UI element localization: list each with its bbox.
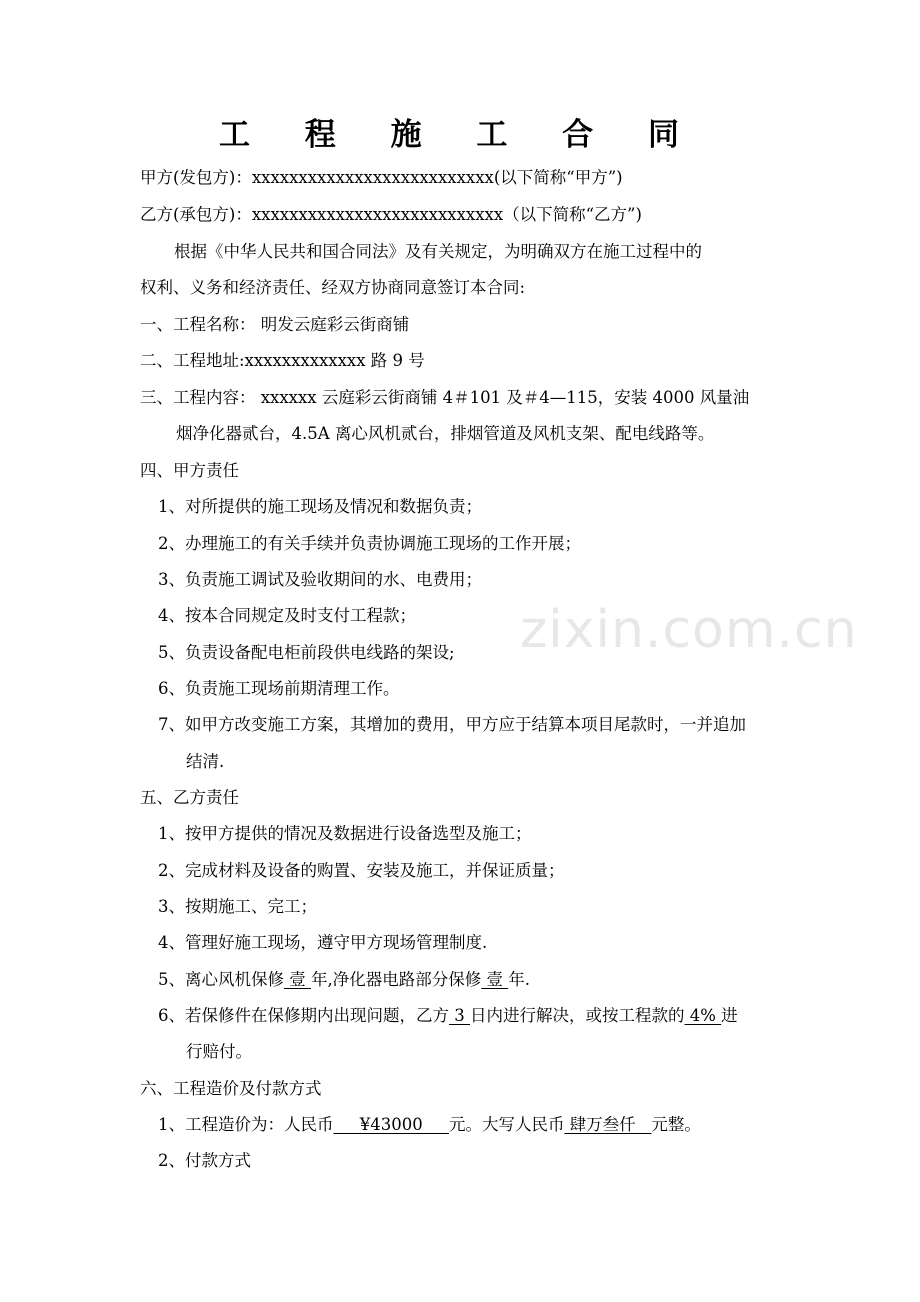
contract-price-line [158,1113,701,1137]
party-b-duty-item: 3、按期施工、完工； [158,897,317,916]
party-b-duty-item: 2、完成材料及设备的购置、安装及施工，并保证质量； [158,861,565,880]
price-amount-uppercase: 肆万叁仟 [564,1115,652,1134]
price-text-3: 元整。 [651,1115,701,1134]
party-a-duty-item: 4、按本合同规定及时支付工程款； [158,606,416,625]
project-content-line-1: 三、工程内容： xxxxxx 云庭彩云街商铺 4＃101 及＃4—115，安装 4000 风量油 [140,388,750,407]
price-text-1: 1、工程造价为：人民币 [158,1115,334,1134]
repair-terms-line [158,1004,738,1028]
party-a-duty-item: 7、如甲方改变施工方案，其增加的费用，甲方应于结算本项目尾款时，一并追加 [158,715,746,734]
repair-text-1: 6、若保修件在保修期内出现问题，乙方 [158,1006,449,1025]
party-b-duty-item: 1、按甲方提供的情况及数据进行设备选型及施工； [158,824,532,843]
party-a-duty-item-continuation: 结清. [186,752,225,771]
fan-warranty-years: 壹 [284,970,311,989]
party-a-duty-item: 6、负责施工现场前期清理工作。 [158,679,400,698]
warranty-line [158,968,530,992]
price-payment-heading: 六、工程造价及付款方式 [140,1079,322,1098]
purifier-warranty-years: 壹 [481,970,509,989]
party-a-line: 甲方(发包方)：xxxxxxxxxxxxxxxxxxxxxxxxxx(以下简称“甲方”) [140,168,623,187]
party-a-duties-heading: 四、甲方责任 [140,461,239,480]
warranty-text-3: 年. [508,970,530,989]
party-b-line: 乙方(承包方)：xxxxxxxxxxxxxxxxxxxxxxxxxxx（以下简称“乙方”) [140,205,642,224]
project-address: 二、工程地址:xxxxxxxxxxxxx 路 9 号 [140,351,425,370]
repair-terms-continuation: 行赔付。 [186,1042,252,1061]
payment-method-heading: 2、付款方式 [158,1151,251,1170]
intro-line-1: 根据《中华人民共和国合同法》及有关规定，为明确双方在施工过程中的 [174,242,702,261]
party-b-duty-item: 4、管理好施工现场，遵守甲方现场管理制度. [158,933,488,952]
repair-text-3: 进 [721,1006,738,1025]
repair-days: 3 [449,1006,470,1025]
party-a-duty-item: 3、负责施工调试及验收期间的水、电费用； [158,570,482,589]
party-a-duty-item: 5、负责设备配电柜前段供电线路的架设; [158,643,455,662]
repair-text-2: 日内进行解决，或按工程款的 [470,1006,685,1025]
project-name: 一、工程名称： 明发云庭彩云街商铺 [140,315,410,334]
project-content-line-2: 烟净化器贰台，4.5A 离心风机贰台，排烟管道及风机支架、配电线路等。 [176,424,715,443]
party-b-duties-heading: 五、乙方责任 [140,788,239,807]
watermark: zixin.com.cn [520,600,858,660]
price-text-2: 元。大写人民币 [448,1115,565,1134]
warranty-text-2: 年,净化器电路部分保修 [311,970,482,989]
intro-line-2: 权利、义务和经济责任、经双方协商同意签订本合同: [140,278,526,297]
compensation-percent: 4% [684,1006,722,1025]
party-a-duty-item: 1、对所提供的施工现场及情况和数据负责； [158,497,482,516]
warranty-text-1: 5、离心风机保修 [158,970,284,989]
party-a-duty-item: 2、办理施工的有关手续并负责协调施工现场的工作开展； [158,534,581,553]
document-title: 工 程 施 工 合 同 [219,117,701,153]
price-amount: ¥43000 [333,1115,449,1134]
